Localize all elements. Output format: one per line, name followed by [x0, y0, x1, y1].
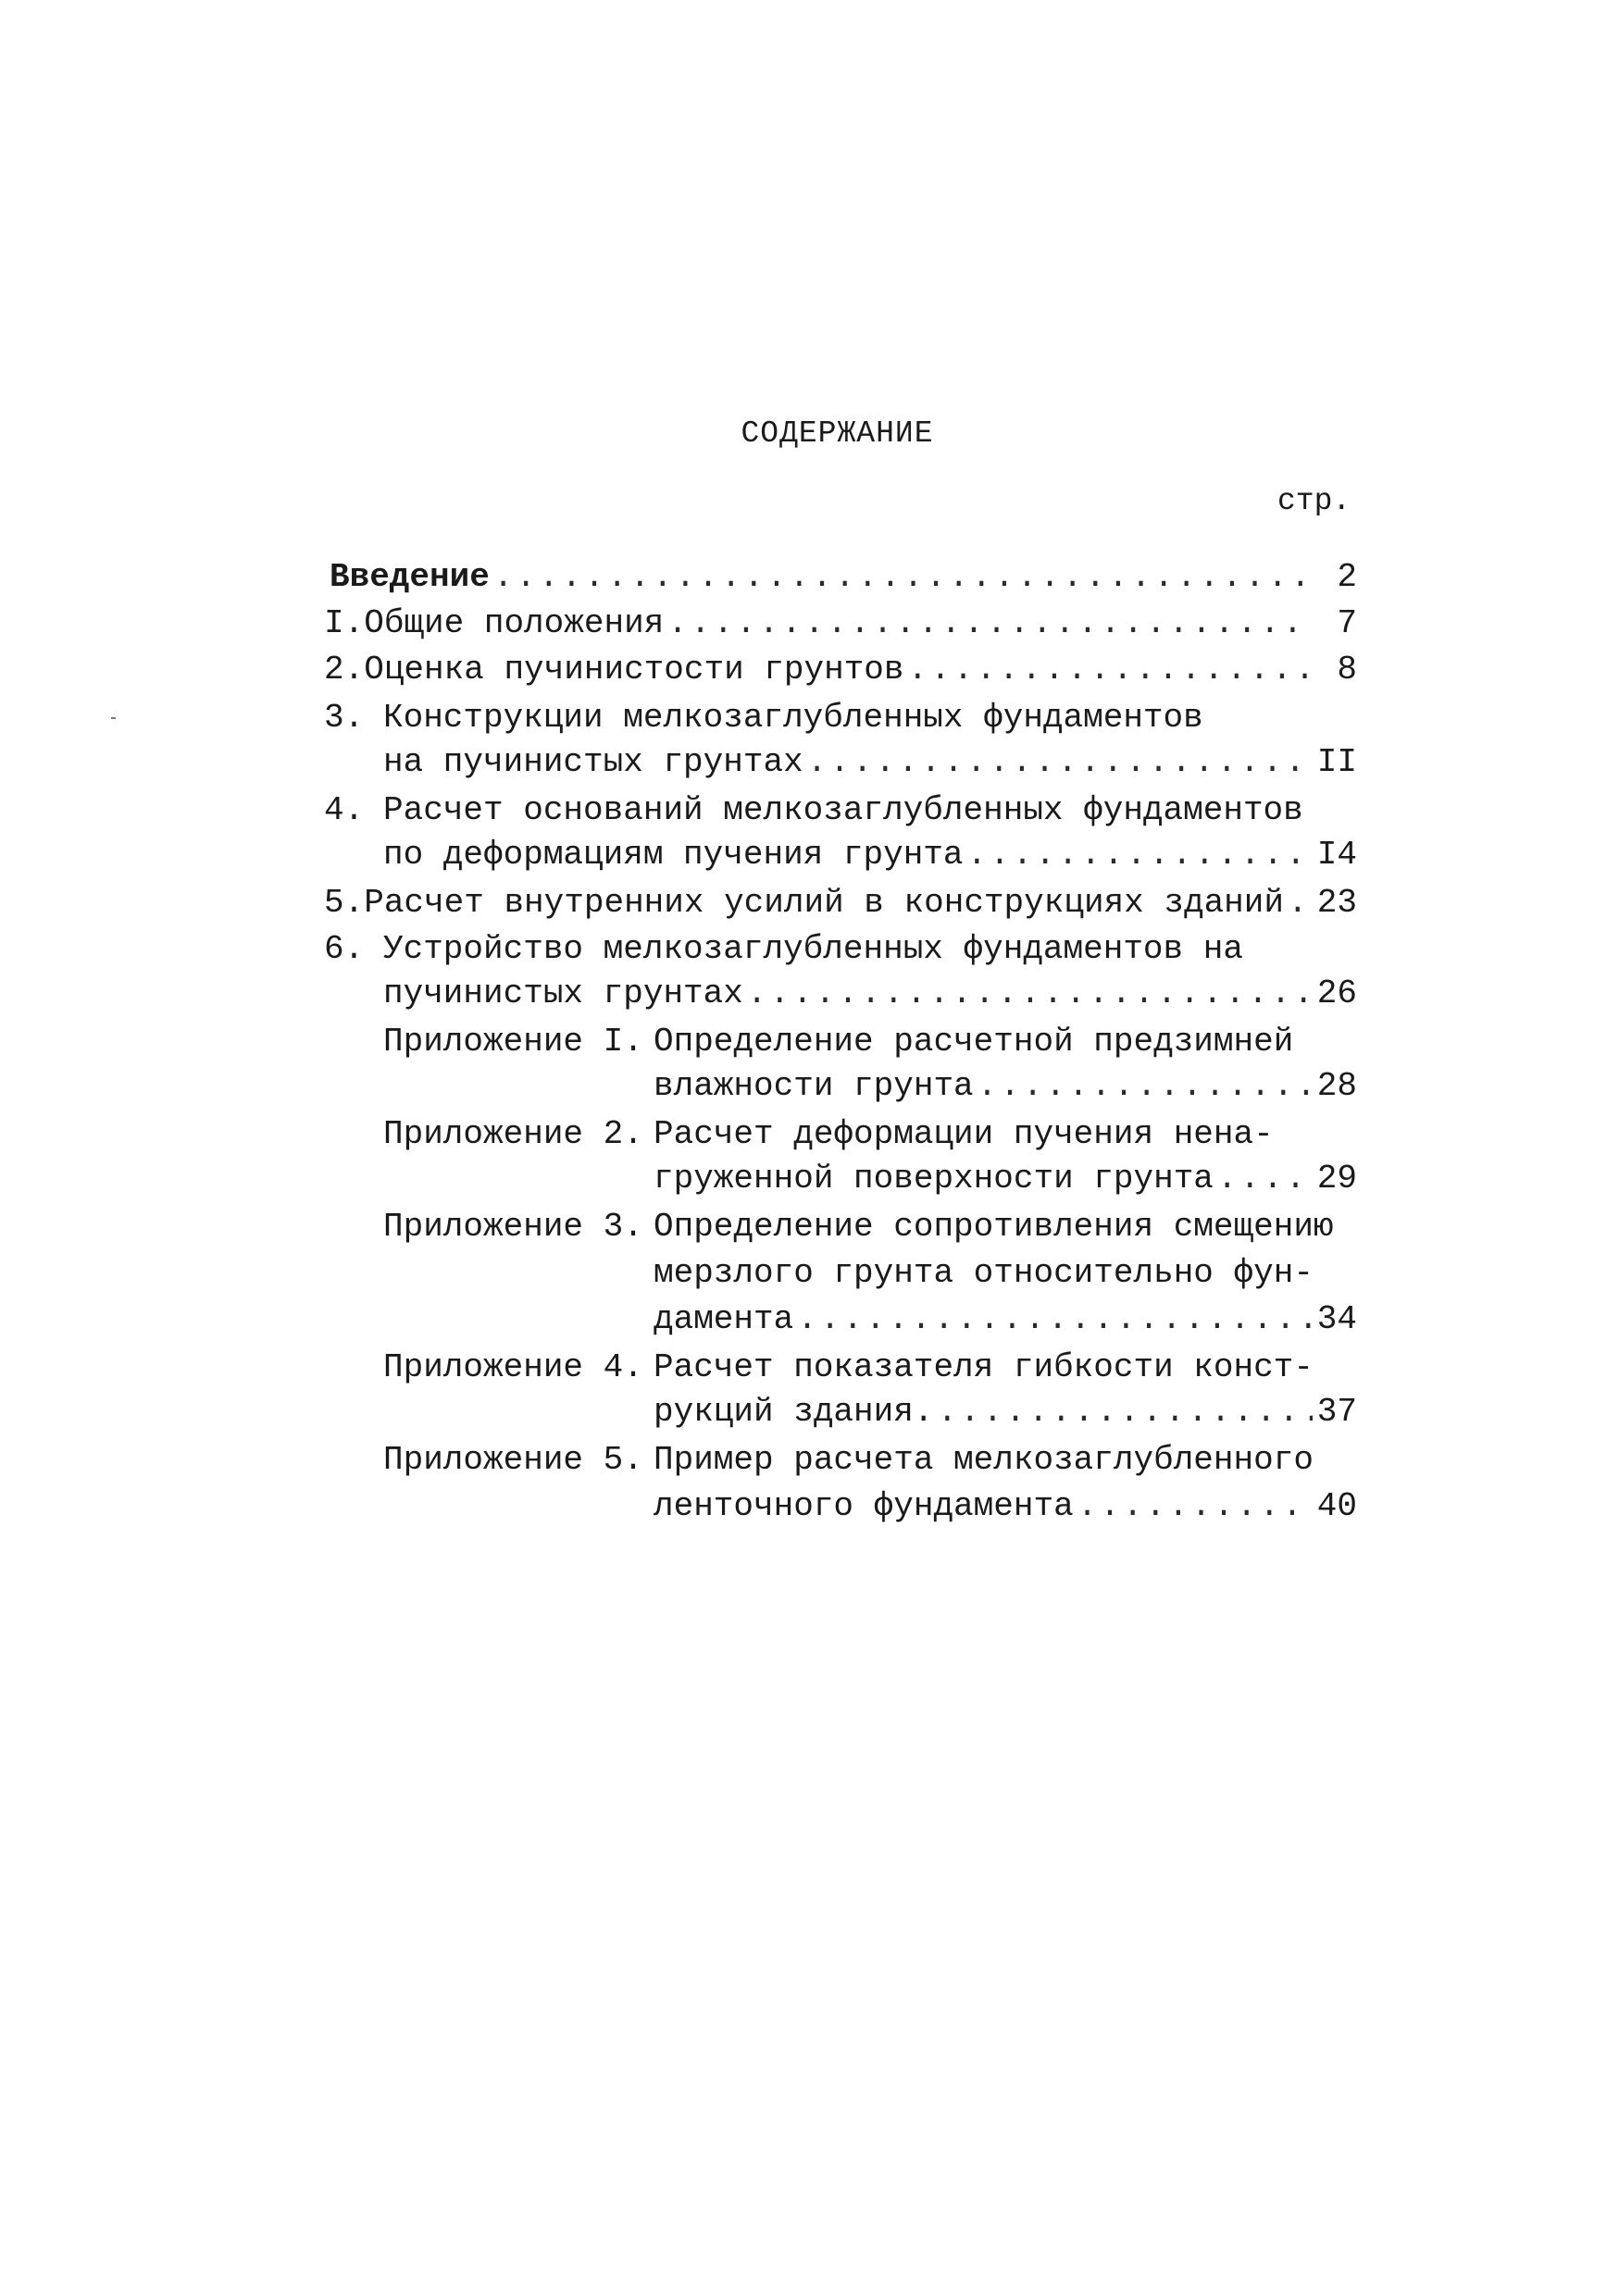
toc-entry-text: Пример расчета мелкозаглубленного [654, 1441, 1314, 1479]
toc-entry-text: дамента [654, 1300, 794, 1338]
toc-entry-4[interactable] [324, 788, 1357, 833]
dot-leader [747, 972, 1313, 1016]
toc-entry-text: ленточного фундамента [654, 1487, 1074, 1525]
toc-entry-4-cont[interactable] [383, 833, 1357, 877]
toc-entry-text: Определение расчетной предзимней [654, 1023, 1294, 1061]
toc-entry-text: рукций здания. [654, 1393, 934, 1431]
toc-page-number: II [1316, 743, 1357, 781]
toc-entry-3[interactable] [324, 696, 1357, 740]
toc-entry-text: Общие положения [364, 604, 665, 642]
toc-entry-text: Расчет оснований мелкозаглубленных фундаментов [383, 791, 1303, 829]
toc-appendix-1-cont[interactable] [654, 1064, 1357, 1109]
toc-appendix-5-cont[interactable] [654, 1484, 1357, 1529]
dot-leader [908, 648, 1313, 692]
toc-appendix-2[interactable] [383, 1112, 1357, 1157]
toc-entry-text: Введение [330, 558, 490, 596]
dot-leader [937, 1390, 1313, 1434]
dot-leader [978, 1064, 1313, 1109]
section-number: 2. [324, 651, 365, 689]
toc-entry-text: влажности грунта [654, 1067, 974, 1105]
toc-entry-5[interactable] [324, 881, 1357, 925]
toc-page-number: 34 [1316, 1300, 1357, 1338]
toc-entry-text: Определение сопротивления смещению [654, 1208, 1334, 1246]
toc-entry-6[interactable] [324, 927, 1357, 972]
toc-title: СОДЕРЖАНИЕ [741, 416, 934, 451]
toc-entry-text: Расчет показателя гибкости конст- [654, 1348, 1314, 1386]
toc-entry-text: мерзлого грунта относительно фун- [654, 1254, 1314, 1292]
dot-leader [1077, 1484, 1313, 1529]
toc-page-number: 37 [1316, 1393, 1357, 1431]
toc-entry-text: Конструкции мелкозаглубленных фундаментов [383, 699, 1203, 737]
toc-entry-1[interactable] [324, 602, 1357, 646]
toc-entry-text: груженной поверхности грунта [654, 1160, 1214, 1198]
section-number: 3. [324, 699, 365, 737]
toc-entry-text: на пучинистых грунтах [383, 743, 803, 781]
toc-entry-text: по деформациям пучения грунта [383, 836, 964, 874]
dot-leader [493, 555, 1313, 600]
toc-page-number: I4 [1316, 836, 1357, 874]
toc-appendix-4-cont[interactable] [654, 1390, 1357, 1434]
toc-appendix-3[interactable] [383, 1205, 1357, 1249]
toc-appendix-1[interactable] [383, 1020, 1357, 1064]
toc-page-number: 7 [1337, 604, 1357, 642]
toc-entry-text: Расчет деформации пучения нена- [654, 1115, 1274, 1153]
toc-entry-intro[interactable] [330, 555, 1357, 600]
toc-appendix-4[interactable] [383, 1346, 1357, 1390]
dot-leader [967, 833, 1313, 877]
scan-speck [111, 717, 116, 719]
dot-leader [797, 1297, 1313, 1342]
toc-page-number: 8 [1337, 651, 1357, 689]
appendix-label: Приложение I. [383, 1023, 643, 1061]
toc-appendix-5[interactable] [383, 1438, 1357, 1483]
dot-leader [667, 602, 1313, 646]
appendix-label: Приложение 4. [383, 1348, 643, 1386]
appendix-label: Приложение 5. [383, 1441, 643, 1479]
toc-appendix-3-cont2[interactable] [654, 1297, 1357, 1342]
page-column-label: стр. [1277, 484, 1351, 518]
toc-entry-3-cont[interactable] [383, 740, 1357, 785]
appendix-label: Приложение 3. [383, 1208, 643, 1246]
section-number: 5. [324, 884, 365, 922]
section-number: I. [324, 604, 365, 642]
toc-page-number: 23 [1316, 884, 1357, 922]
appendix-label: Приложение 2. [383, 1115, 643, 1153]
dot-leader [1288, 881, 1313, 925]
toc-appendix-2-cont[interactable] [654, 1157, 1357, 1201]
toc-page-number: 26 [1316, 974, 1357, 1012]
toc-appendix-3-cont1 [654, 1251, 1357, 1296]
toc-entry-text: пучинистых грунтах [383, 974, 743, 1012]
toc-entry-text: Расчет внутренних усилий в конструкциях зданий [364, 884, 1284, 922]
toc-page-number: 40 [1316, 1487, 1357, 1525]
toc-page-number: 29 [1316, 1160, 1357, 1198]
toc-entry-6-cont[interactable] [383, 972, 1357, 1016]
section-number: 4. [324, 791, 365, 829]
toc-page-number: 2 [1337, 558, 1357, 596]
toc-entry-text: Оценка пучинистости грунтов [364, 651, 904, 689]
dot-leader [807, 740, 1313, 785]
toc-page-number: 28 [1316, 1067, 1357, 1105]
toc-entry-text: Устройство мелкозаглубленных фундаментов на [383, 930, 1243, 968]
toc-entry-2[interactable] [324, 648, 1357, 692]
dot-leader [1217, 1157, 1313, 1201]
section-number: 6. [324, 930, 365, 968]
